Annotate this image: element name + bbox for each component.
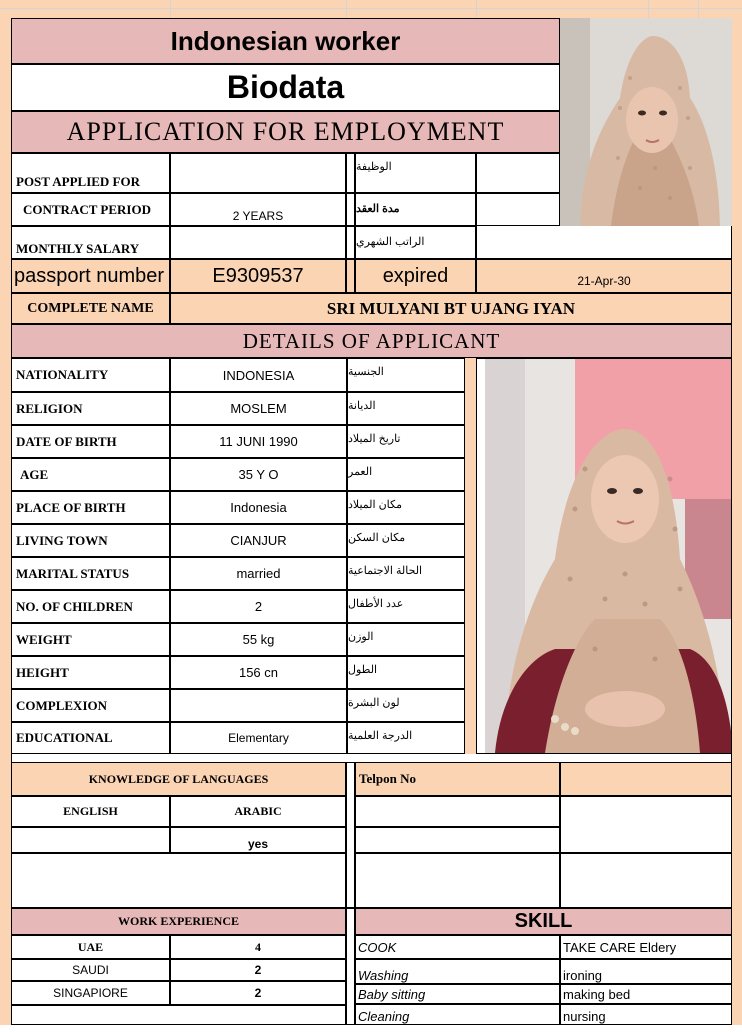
detail-arabic: الجنسية: [347, 358, 465, 392]
skill-left: Baby sitting: [355, 984, 560, 1004]
monthly-salary-value: [170, 226, 346, 259]
spacer-cell: [346, 153, 355, 193]
detail-label: EDUCATIONAL: [11, 722, 170, 754]
work-years: 2: [170, 981, 346, 1005]
application-heading: [11, 111, 560, 153]
empty-cell: [560, 853, 732, 908]
empty-cell: [476, 153, 560, 193]
detail-value: [170, 689, 347, 722]
detail-value: 2: [170, 590, 347, 623]
empty-cell: [11, 1005, 346, 1025]
skill-left: Washing: [355, 959, 560, 984]
detail-label: NATIONALITY: [11, 358, 170, 392]
detail-arabic: الحالة الاجتماعية: [347, 557, 465, 590]
complete-name-label: COMPLETE NAME: [11, 293, 170, 324]
detail-value: INDONESIA: [170, 358, 347, 392]
work-country: SAUDI: [11, 959, 170, 981]
details-heading: [11, 324, 732, 358]
sheet-gridline: [0, 8, 742, 9]
contract-period-arabic: مدة العقد: [355, 193, 476, 226]
sheet-gridline: [346, 0, 347, 18]
detail-label: AGE: [11, 458, 170, 491]
detail-value: 55 kg: [170, 623, 347, 656]
applicant-portrait-icon: [560, 18, 732, 234]
complete-name-value: SRI MULYANI BT UJANG IYAN: [170, 293, 732, 324]
detail-arabic: عدد الأطفال: [347, 590, 465, 623]
detail-arabic: مكان الميلاد: [347, 491, 465, 524]
skill-right: ironing: [560, 959, 732, 984]
spacer-cell: [346, 193, 355, 226]
applicant-photo-small: [560, 18, 732, 234]
empty-cell: [355, 853, 560, 908]
telpon-value: [560, 762, 732, 796]
skill-right: nursing: [560, 1004, 732, 1025]
detail-arabic: الوزن: [347, 623, 465, 656]
detail-arabic: لون البشرة: [347, 689, 465, 722]
details-table: [11, 358, 476, 754]
detail-arabic: الديانة: [347, 392, 465, 425]
detail-label: WEIGHT: [11, 623, 170, 656]
spacer-cell: [346, 226, 355, 259]
work-country: SINGAPIORE: [11, 981, 170, 1005]
sheet-gridline: [648, 0, 649, 18]
form-title-line1: [11, 18, 560, 64]
skill-heading: SKILL: [355, 908, 732, 935]
detail-arabic: العمر: [347, 458, 465, 491]
detail-label: COMPLEXION: [11, 689, 170, 722]
contract-period-value: 2 YEARS: [170, 193, 346, 226]
empty-cell: [560, 796, 732, 853]
post-applied-value: [170, 153, 346, 193]
detail-label: MARITAL STATUS: [11, 557, 170, 590]
post-applied-arabic: الوظيفة: [355, 153, 476, 193]
expired-label: expired: [355, 259, 476, 293]
monthly-salary-label: MONTHLY SALARY: [11, 226, 170, 259]
detail-value: married: [170, 557, 347, 590]
applicant-photo-large: [476, 358, 732, 754]
empty-cell: [355, 796, 560, 827]
language-arabic-value: yes: [170, 827, 346, 853]
details-heading-text: DETAILS OF APPLICANT: [242, 328, 501, 353]
empty-cell: [476, 193, 560, 226]
work-country: UAE: [11, 935, 170, 959]
skill-left: Cleaning: [355, 1004, 560, 1025]
form-title-line2: [11, 64, 560, 111]
detail-label: LIVING TOWN: [11, 524, 170, 557]
section-gap: [11, 754, 732, 762]
language-english-label: ENGLISH: [11, 796, 170, 827]
form-subtitle-text: Biodata: [226, 69, 345, 105]
detail-arabic: تاريخ الميلاد: [347, 425, 465, 458]
detail-label: RELIGION: [11, 392, 170, 425]
contract-period-label: CONTRACT PERIOD: [11, 193, 170, 226]
passport-label: passport number: [11, 259, 170, 293]
detail-label: PLACE OF BIRTH: [11, 491, 170, 524]
sheet-gridline: [698, 0, 699, 18]
skill-left: COOK: [355, 935, 560, 959]
spacer-cell: [346, 762, 355, 908]
sheet-bottom: [0, 1025, 742, 1032]
detail-value: 11 JUNI 1990: [170, 425, 347, 458]
empty-cell: [11, 853, 346, 908]
telpon-label: Telpon No: [355, 762, 560, 796]
work-years: 2: [170, 959, 346, 981]
passport-number: E9309537: [170, 259, 346, 293]
detail-value: Indonesia: [170, 491, 347, 524]
detail-arabic: الطول: [347, 656, 465, 689]
detail-value: CIANJUR: [170, 524, 347, 557]
detail-arabic: مكان السكن: [347, 524, 465, 557]
application-heading-text: APPLICATION FOR EMPLOYMENT: [66, 117, 505, 146]
language-english-value: [11, 827, 170, 853]
languages-heading: KNOWLEDGE OF LANGUAGES: [11, 762, 346, 796]
work-experience-heading: WORK EXPERIENCE: [11, 908, 346, 935]
detail-label: HEIGHT: [11, 656, 170, 689]
detail-value: MOSLEM: [170, 392, 347, 425]
language-arabic-label: ARABIC: [170, 796, 346, 827]
spacer-cell: [346, 908, 355, 1025]
applicant-fullbody-icon: [485, 359, 732, 753]
detail-arabic: الدرجة العلمية: [347, 722, 465, 754]
post-applied-label: POST APPLIED FOR: [11, 153, 170, 193]
monthly-salary-arabic: الراتب الشهري: [355, 226, 476, 259]
empty-cell: [476, 226, 732, 259]
detail-value: 35 Y O: [170, 458, 347, 491]
detail-label: DATE OF BIRTH: [11, 425, 170, 458]
sheet-gridline: [170, 0, 171, 18]
skill-right: TAKE CARE Eldery: [560, 935, 732, 959]
empty-cell: [355, 827, 560, 853]
skill-right: making bed: [560, 984, 732, 1004]
passport-expiry-date: 21-Apr-30: [476, 259, 732, 293]
spacer-cell: [346, 259, 355, 293]
detail-value: 156 cn: [170, 656, 347, 689]
work-years: 4: [170, 935, 346, 959]
sheet-gridline: [476, 0, 477, 18]
detail-label: NO. OF CHILDREN: [11, 590, 170, 623]
form-title-text: Indonesian worker: [170, 25, 401, 56]
detail-value: Elementary: [170, 722, 347, 754]
